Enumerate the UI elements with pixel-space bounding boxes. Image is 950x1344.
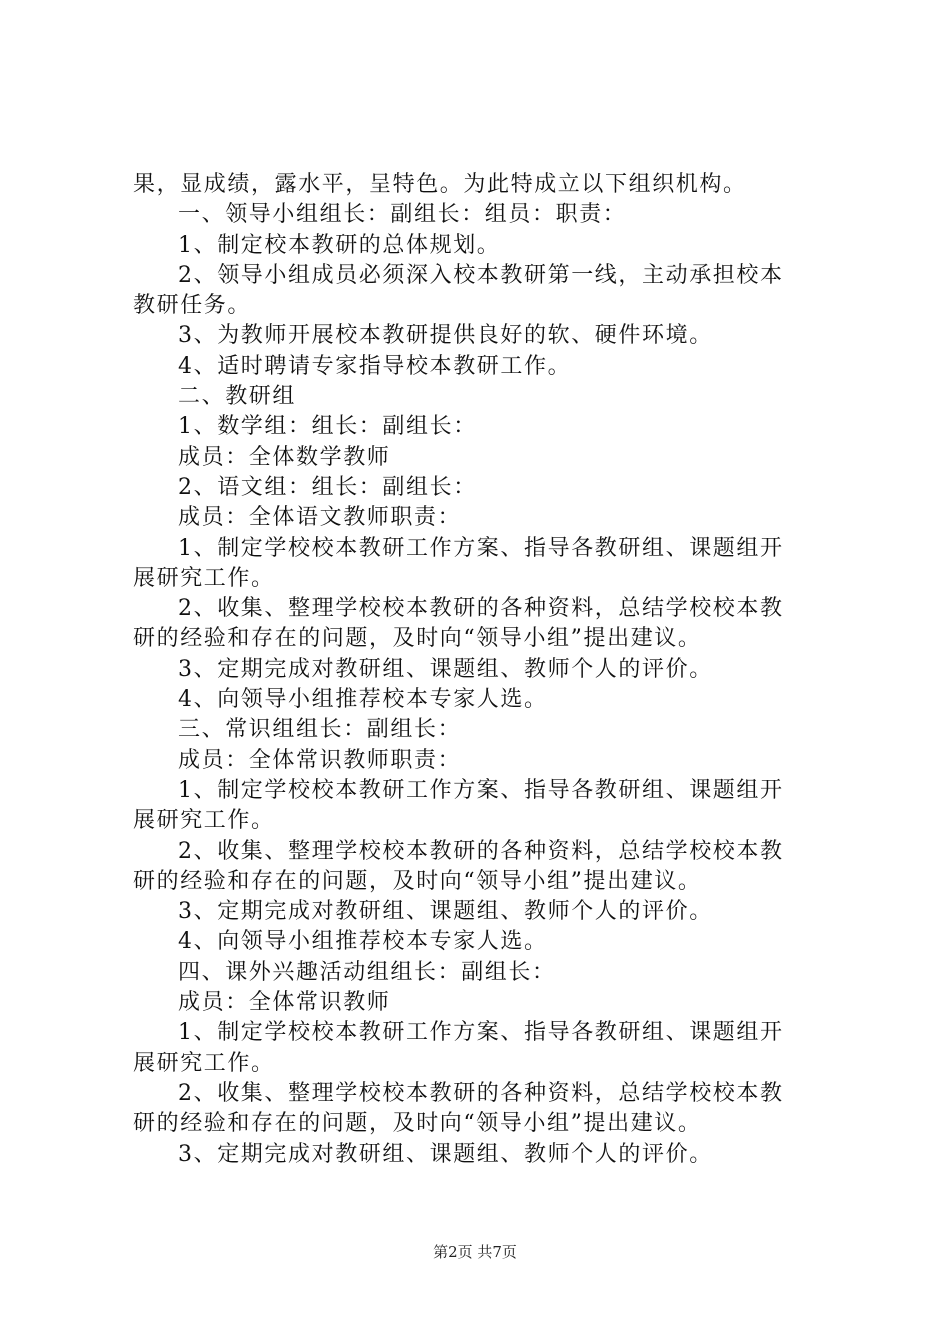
text-line: 4、向领导小组推荐校本专家人选。 [178, 929, 548, 955]
text-line: 2、收集、整理学校校本教研的各种资料，总结学校校本教 [178, 1080, 784, 1106]
text-line: 3、为教师开展校本教研提供良好的软、硬件环境。 [178, 323, 713, 349]
text-line: 2、语文组：组长：副组长： [178, 474, 477, 500]
text-line: 成员：全体常识教师 [178, 990, 391, 1016]
text-line: 2、领导小组成员必须深入校本教研第一线，主动承担校本 [178, 262, 784, 288]
text-line: 3、定期完成对教研组、课题组、教师个人的评价。 [178, 656, 713, 682]
text-line: 2、收集、整理学校校本教研的各种资料，总结学校校本教 [178, 838, 784, 864]
text-line: 展研究工作。 [133, 565, 275, 591]
text-line: 成员：全体常识教师职责： [178, 747, 462, 773]
text-line: 二、教研组 [178, 384, 297, 410]
text-line: 4、适时聘请专家指导校本教研工作。 [178, 353, 572, 379]
text-line: 教研任务。 [133, 293, 252, 319]
text-line: 1、制定学校校本教研工作方案、指导各教研组、课题组开 [178, 777, 784, 803]
text-line: 展研究工作。 [133, 808, 275, 834]
page-footer: 第2页 共7页 [433, 1243, 517, 1261]
text-line: 3、定期完成对教研组、课题组、教师个人的评价。 [178, 1141, 713, 1167]
text-line: 1、数学组：组长：副组长： [178, 414, 477, 440]
text-line: 三、常识组组长：副组长： [178, 717, 462, 743]
text-line: 研的经验和存在的问题，及时向“领导小组”提出建议。 [133, 1111, 702, 1137]
text-line: 成员：全体语文教师职责： [178, 505, 462, 531]
text-line: 1、制定校本教研的总体规划。 [178, 232, 501, 258]
text-line: 展研究工作。 [133, 1050, 275, 1076]
text-line: 成员：全体数学教师 [178, 444, 391, 470]
text-line: 1、制定学校校本教研工作方案、指导各教研组、课题组开 [178, 535, 784, 561]
text-line: 研的经验和存在的问题，及时向“领导小组”提出建议。 [133, 868, 702, 894]
text-line: 果，显成绩，露水平，呈特色。为此特成立以下组织机构。 [133, 172, 747, 197]
text-line: 1、制定学校校本教研工作方案、指导各教研组、课题组开 [178, 1020, 784, 1046]
text-line: 研的经验和存在的问题，及时向“领导小组”提出建议。 [133, 626, 702, 652]
text-line: 4、向领导小组推荐校本专家人选。 [178, 687, 548, 713]
text-line: 四、课外兴趣活动组组长：副组长： [178, 959, 556, 985]
text-line: 一、领导小组组长：副组长：组员：职责： [178, 202, 627, 228]
text-line: 3、定期完成对教研组、课题组、教师个人的评价。 [178, 899, 713, 925]
document-body [133, 170, 833, 1170]
text-line: 2、收集、整理学校校本教研的各种资料，总结学校校本教 [178, 596, 784, 622]
